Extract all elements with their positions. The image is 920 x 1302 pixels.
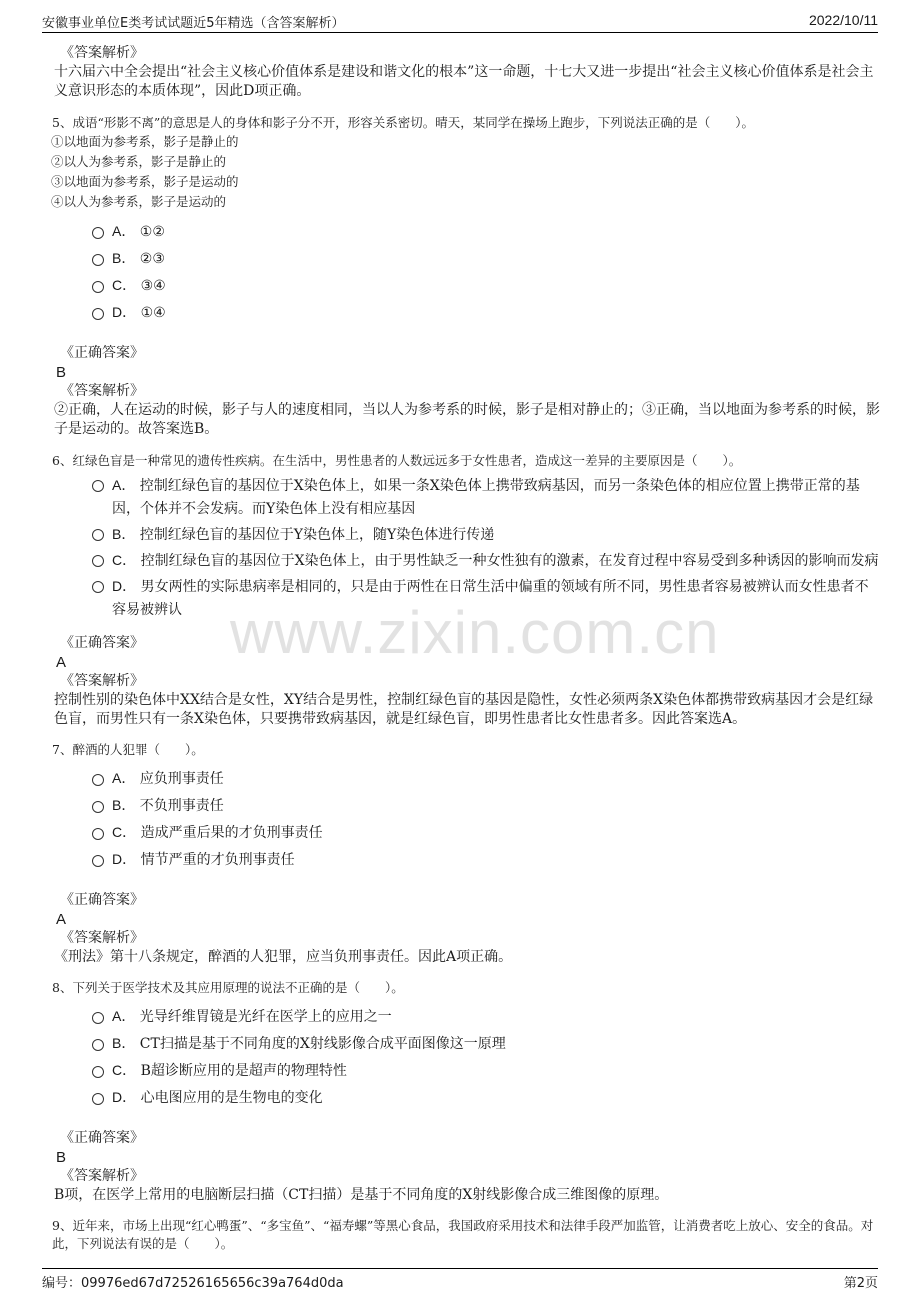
radio-icon[interactable] bbox=[92, 555, 104, 567]
question-7 bbox=[54, 741, 880, 967]
question-stem: 7、醉酒的人犯罪（ ）。 bbox=[52, 742, 204, 757]
option-a[interactable] bbox=[92, 218, 880, 245]
answer-label: 《正确答案》 bbox=[60, 892, 144, 908]
option-letter: C． bbox=[112, 824, 137, 840]
prev-analysis-label: 《答案解析》 bbox=[60, 45, 144, 61]
option-text: 控制红绿色盲的基因位于X染色体上，由于男性缺乏一种女性独有的激素，在发育过程中容易受到多种诱因的影响而发病 bbox=[140, 553, 879, 569]
analysis-text: ②正确，人在运动的时候，影子与人的速度相同，当以人为参考系的时候，影子是相对静止的；③正确，当以地面为参考系的时候，影子是运动的。故答案选B。 bbox=[54, 402, 880, 437]
answer-label: 《正确答案》 bbox=[60, 635, 144, 651]
option-text: 造成严重后果的才负刑事责任 bbox=[140, 825, 323, 841]
option-text: 控制红绿色盲的基因位于X染色体上，如果一条X染色体上携带致病基因，而另一条染色体的相应位置上携带正常的基因，个体并不会发病。而Y染色体上没有相应基因 bbox=[112, 478, 860, 517]
option-letter: A． bbox=[112, 223, 136, 239]
answer-value: B bbox=[56, 364, 67, 381]
sub-item: ①以地面为参考系，影子是静止的 bbox=[51, 134, 239, 149]
option-text: 心电图应用的是生物电的变化 bbox=[140, 1090, 323, 1106]
radio-icon[interactable] bbox=[92, 529, 104, 541]
option-text: CT扫描是基于不同角度的X射线影像合成平面图像这一原理 bbox=[139, 1036, 506, 1052]
option-text: 光导纤维胃镜是光纤在医学上的应用之一 bbox=[139, 1009, 392, 1025]
radio-icon[interactable] bbox=[92, 480, 104, 492]
analysis-label: 《答案解析》 bbox=[60, 930, 144, 946]
option-c[interactable] bbox=[92, 819, 880, 846]
radio-icon[interactable] bbox=[92, 254, 104, 266]
radio-icon[interactable] bbox=[92, 801, 104, 813]
option-b[interactable] bbox=[92, 245, 880, 272]
question-8 bbox=[54, 979, 880, 1205]
option-letter: B． bbox=[112, 526, 136, 542]
sub-item: ④以人为参考系，影子是运动的 bbox=[51, 194, 227, 209]
option-list bbox=[92, 1003, 880, 1111]
option-letter: C． bbox=[112, 277, 137, 293]
question-stem: 6、红绿色盲是一种常见的遗传性疾病。在生活中，男性患者的人数远远多于女性患者，造成这一差异的主要原因是（ ）。 bbox=[52, 453, 742, 468]
option-list bbox=[92, 218, 880, 326]
option-b[interactable] bbox=[92, 523, 880, 547]
option-b[interactable] bbox=[92, 792, 880, 819]
question-stem: 5、成语“形影不离”的意思是人的身体和影子分不开，形容关系密切。晴天，某同学在操场上跑步，下列说法正确的是（ ）。 bbox=[52, 115, 754, 130]
option-c[interactable] bbox=[92, 272, 880, 299]
answer-value: A bbox=[56, 654, 67, 671]
option-letter: B． bbox=[112, 1035, 136, 1051]
option-letter: D． bbox=[112, 304, 137, 320]
analysis-label: 《答案解析》 bbox=[60, 673, 144, 689]
document-code: 编号：09976ed67d72526165656c39a764d0da bbox=[42, 1276, 344, 1291]
option-text: 不负刑事责任 bbox=[139, 798, 224, 814]
option-letter: A． bbox=[112, 1008, 136, 1024]
option-d[interactable] bbox=[92, 1084, 880, 1111]
question-9 bbox=[54, 1217, 880, 1253]
answer-value: A bbox=[56, 911, 67, 928]
answer-label: 《正确答案》 bbox=[60, 1130, 144, 1146]
question-5 bbox=[51, 114, 880, 439]
option-text: 控制红绿色盲的基因位于Y染色体上，随Y染色体进行传递 bbox=[139, 527, 495, 543]
analysis-text: 控制性别的染色体中XX结合是女性，XY结合是男性，控制红绿色盲的基因是隐性，女性必须两条X染色体都携带致病基因才会是红绿色盲，而男性只有一条X染色体，只要携带致病基因，就是红绿色盲，即男性患者比女性患者多。因此答案选A。 bbox=[54, 692, 874, 727]
question-6 bbox=[54, 452, 880, 729]
page-header bbox=[42, 10, 878, 33]
watermark: www.zixin.com.cn bbox=[230, 599, 720, 666]
radio-icon[interactable] bbox=[92, 855, 104, 867]
radio-icon[interactable] bbox=[92, 581, 104, 593]
radio-icon[interactable] bbox=[92, 227, 104, 239]
sub-item: ③以地面为参考系，影子是运动的 bbox=[51, 174, 239, 189]
option-b[interactable] bbox=[92, 1030, 880, 1057]
page-number: 第2页 bbox=[843, 1276, 878, 1291]
option-a[interactable] bbox=[92, 765, 880, 792]
document-date: 2022/10/11 bbox=[808, 12, 878, 28]
radio-icon[interactable] bbox=[92, 281, 104, 293]
option-d[interactable] bbox=[92, 846, 880, 873]
option-c[interactable] bbox=[92, 1057, 880, 1084]
radio-icon[interactable] bbox=[92, 1093, 104, 1105]
option-letter: B． bbox=[112, 797, 136, 813]
answer-label: 《正确答案》 bbox=[60, 345, 144, 361]
option-d[interactable] bbox=[92, 575, 880, 622]
option-a[interactable] bbox=[92, 474, 880, 521]
radio-icon[interactable] bbox=[92, 1066, 104, 1078]
option-letter: A． bbox=[112, 477, 136, 493]
option-text: ①④ bbox=[140, 305, 166, 321]
radio-icon[interactable] bbox=[92, 308, 104, 320]
option-text: 应负刑事责任 bbox=[139, 771, 224, 787]
option-c[interactable] bbox=[92, 549, 880, 573]
analysis-label: 《答案解析》 bbox=[60, 1168, 144, 1184]
option-letter: D． bbox=[112, 851, 137, 867]
option-letter: D． bbox=[112, 578, 137, 594]
question-stem: 9、近年来，市场上出现“红心鸭蛋”、“多宝鱼”、“福寿螺”等黑心食品，我国政府采用技术和法律手段严加监管，让消费者吃上放心、安全的食品。对此，下列说法有误的是（ ）。 bbox=[52, 1218, 874, 1251]
option-list bbox=[92, 765, 880, 873]
option-letter: C． bbox=[112, 1062, 137, 1078]
sub-item: ②以人为参考系，影子是静止的 bbox=[51, 154, 227, 169]
option-letter: C． bbox=[112, 552, 137, 568]
option-text: 男女两性的实际患病率是相同的，只是由于两性在日常生活中偏重的领域有所不同，男性患者容易被辨认而女性患者不容易被辨认 bbox=[112, 579, 869, 618]
radio-icon[interactable] bbox=[92, 774, 104, 786]
document-body bbox=[51, 44, 880, 1253]
option-text: ①② bbox=[139, 224, 165, 240]
option-a[interactable] bbox=[92, 1003, 880, 1030]
option-letter: A． bbox=[112, 770, 136, 786]
radio-icon[interactable] bbox=[92, 1012, 104, 1024]
option-letter: D． bbox=[112, 1089, 137, 1105]
question-stem: 8、下列关于医学技术及其应用原理的说法不正确的是（ ）。 bbox=[52, 980, 404, 995]
radio-icon[interactable] bbox=[92, 828, 104, 840]
page-footer bbox=[42, 1268, 878, 1291]
option-text: ③④ bbox=[140, 278, 166, 294]
prev-analysis-text: 十六届六中全会提出“社会主义核心价值体系是建设和谐文化的根本”这一命题，十七大又进一步提出“社会主义核心价值体系是社会主义意识形态的本质体现”，因此D项正确。 bbox=[54, 64, 874, 99]
option-text: ②③ bbox=[139, 251, 165, 267]
option-text: 情节严重的才负刑事责任 bbox=[140, 852, 295, 868]
option-d[interactable] bbox=[92, 299, 880, 326]
option-letter: B． bbox=[112, 250, 136, 266]
option-text: B超诊断应用的是超声的物理特性 bbox=[140, 1063, 347, 1079]
analysis-text: B项，在医学上常用的电脑断层扫描（CT扫描）是基于不同角度的X射线影像合成三维图像的原理。 bbox=[54, 1187, 669, 1203]
radio-icon[interactable] bbox=[92, 1039, 104, 1051]
option-list bbox=[92, 474, 880, 622]
answer-value: B bbox=[56, 1149, 67, 1166]
analysis-text: 《刑法》第十八条规定，醉酒的人犯罪，应当负刑事责任。因此A项正确。 bbox=[54, 949, 513, 965]
document-title: 安徽事业单位E类考试试题近5年精选（含答案解析） bbox=[42, 16, 345, 31]
analysis-label: 《答案解析》 bbox=[60, 383, 144, 399]
